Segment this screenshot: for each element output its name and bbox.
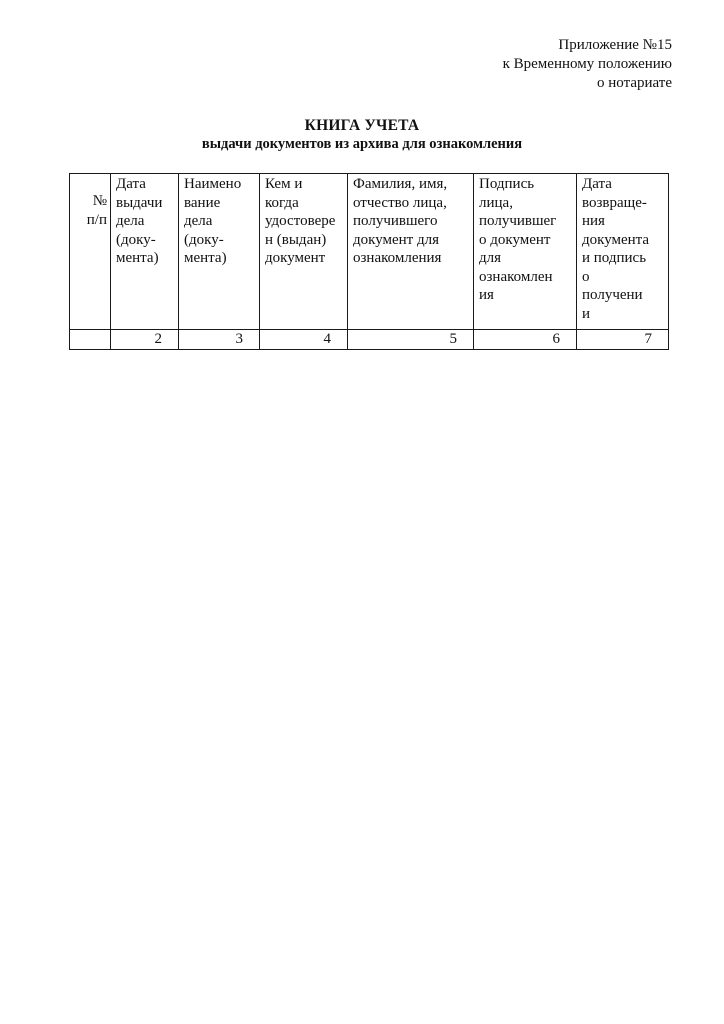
column-index-cell: 6 (474, 330, 577, 350)
column-index-row (70, 330, 669, 350)
header-line: и подпись (582, 250, 647, 266)
column-index-cell (70, 330, 111, 350)
header-line: документ для (353, 231, 440, 248)
header-line: получившего (353, 213, 438, 229)
appendix-line: к Временному положению (502, 56, 672, 72)
header-line: возвраще- (582, 194, 647, 211)
header-line: о (582, 268, 590, 285)
header-line: Дата (582, 176, 612, 192)
header-line: Подпись (479, 176, 535, 192)
header-line: Фамилия, имя, (353, 176, 448, 192)
column-index-cell: 7 (577, 330, 669, 350)
appendix-reference (503, 36, 672, 93)
header-line: о документ (479, 231, 551, 248)
header-line: получившег (479, 213, 557, 229)
column-header-recipient-signature (474, 174, 577, 330)
header-line: когда (265, 194, 299, 211)
header-line: № (92, 193, 107, 209)
header-line: выдачи (116, 194, 163, 211)
header-line: дела (184, 213, 213, 229)
column-index-cell: 5 (348, 330, 474, 350)
header-line: мента) (184, 250, 227, 266)
header-line: н (выдан) (265, 231, 327, 248)
header-line: и (582, 305, 591, 322)
header-line: документ (265, 250, 326, 266)
column-index-cell: 4 (260, 330, 348, 350)
table-header-row (70, 174, 669, 330)
header-line: отчество лица, (353, 194, 447, 211)
column-header-issue-date (111, 174, 179, 330)
column-header-certified-by (260, 174, 348, 330)
appendix-line: о нотариате (597, 75, 672, 91)
header-line: ия (479, 287, 494, 303)
header-line: для (479, 250, 502, 266)
header-line: Кем и (265, 176, 303, 192)
column-header-number (70, 174, 111, 330)
header-line: (доку- (184, 231, 224, 248)
column-header-recipient-name (348, 174, 474, 330)
column-header-case-name (179, 174, 260, 330)
header-line: (доку- (116, 231, 156, 248)
column-header-return-date (577, 174, 669, 330)
column-index-cell: 3 (179, 330, 260, 350)
header-line: лица, (479, 194, 513, 211)
title-main: КНИГА УЧЕТА (304, 117, 420, 134)
column-index-cell: 2 (111, 330, 179, 350)
header-line: вание (184, 194, 221, 211)
header-line: п/п (86, 211, 107, 228)
title-subtitle: выдачи документов из архива для ознакомления (201, 136, 523, 152)
document-title (0, 116, 724, 153)
header-line: дела (116, 213, 145, 229)
header-line: ознакомления (353, 250, 442, 266)
header-line: удостовере (265, 213, 336, 229)
header-line: ния (582, 213, 605, 229)
register-table (69, 173, 669, 350)
header-line: документа (582, 231, 650, 248)
appendix-line: Приложение №15 (558, 37, 672, 53)
header-line: получени (582, 287, 643, 303)
header-line: Дата (116, 176, 146, 192)
header-line: ознакомлен (479, 268, 553, 285)
header-line: Наимено (184, 176, 242, 192)
header-line: мента) (116, 250, 159, 266)
